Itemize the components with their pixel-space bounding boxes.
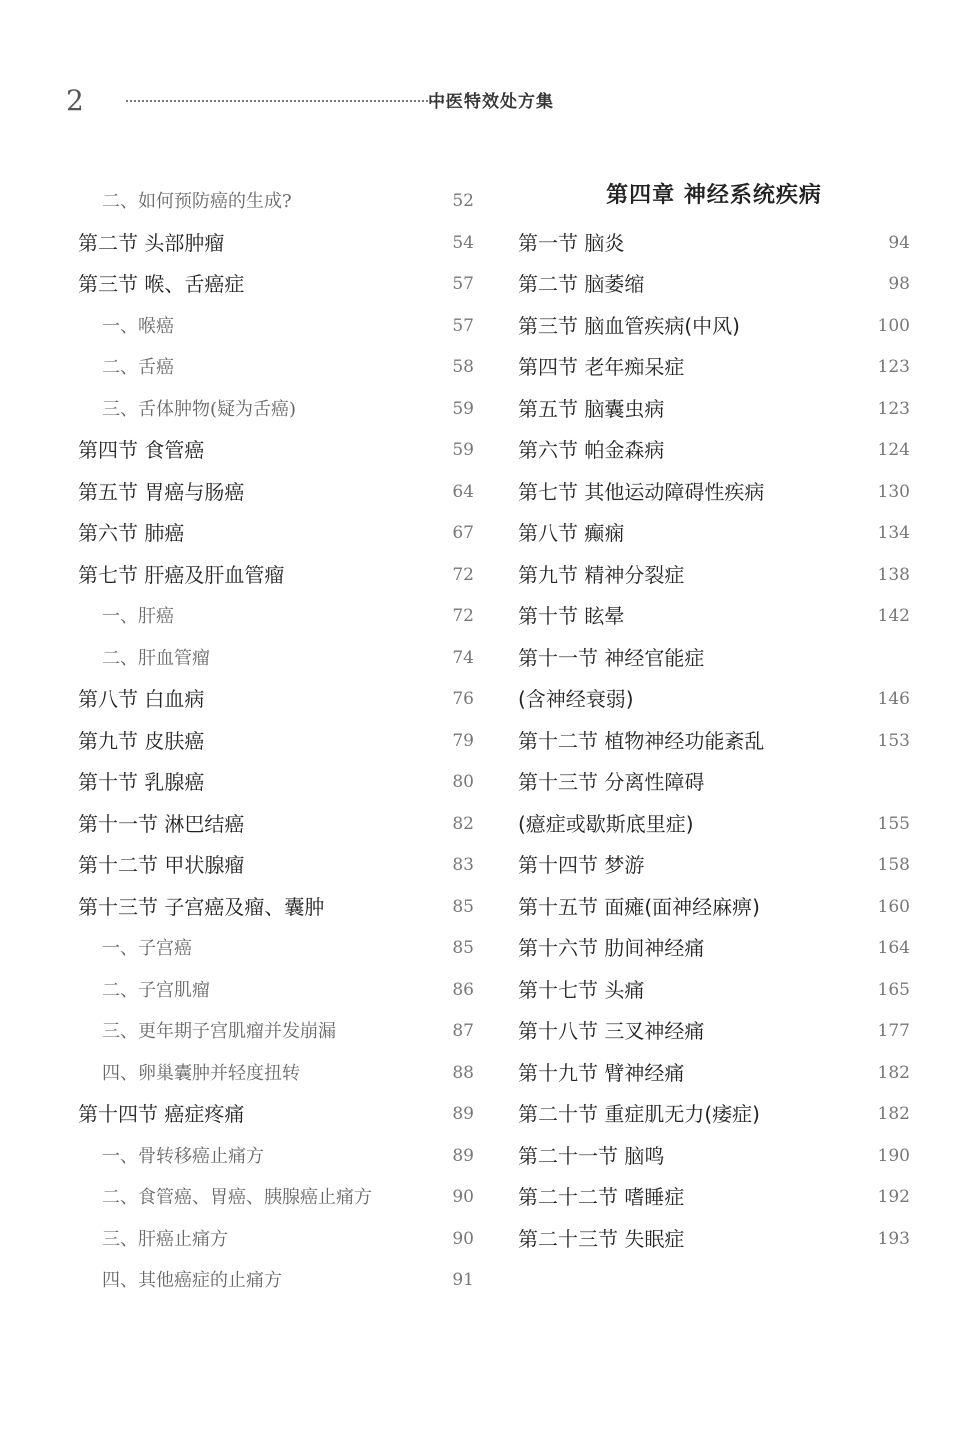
toc-entry-page: 89	[452, 1145, 474, 1166]
toc-entry	[518, 679, 910, 721]
header-dotted-leader	[126, 100, 456, 102]
toc-entry	[518, 306, 910, 348]
toc-entry-title: 第八节 癫痫	[518, 521, 625, 545]
toc-left-column	[78, 181, 474, 1302]
toc-entry-title: 第十一节 淋巴结癌	[78, 811, 245, 836]
toc-subentry	[78, 596, 474, 638]
toc-entry-page: 123	[877, 398, 910, 419]
toc-entry-title: 二、舌癌	[102, 357, 174, 378]
toc-right-column	[518, 181, 910, 1260]
toc-entry-title: 第二十节 重症肌无力(痿症)	[518, 1102, 760, 1126]
toc-entry-title: 一、骨转移癌止痛方	[102, 1145, 264, 1167]
toc-entry	[518, 347, 910, 389]
toc-entry-page: 64	[452, 481, 474, 502]
toc-entry-page: 94	[888, 232, 910, 253]
toc-subentry	[78, 970, 474, 1012]
toc-entry-page: 123	[877, 357, 910, 377]
toc-subentry	[78, 1219, 474, 1261]
toc-entry-page: 54	[452, 232, 474, 253]
toc-entry-page: 192	[877, 1187, 910, 1207]
toc-entry	[518, 389, 910, 431]
toc-entry	[78, 845, 474, 887]
toc-entry	[78, 762, 474, 804]
toc-entry-page: 83	[452, 855, 474, 875]
toc-entry	[518, 1053, 910, 1095]
toc-subentry	[78, 1053, 474, 1095]
toc-entry-page: 85	[452, 896, 474, 917]
toc-entry-title: 二、食管癌、胃癌、胰腺癌止痛方	[102, 1187, 372, 1208]
toc-entry-page: 160	[877, 896, 910, 917]
toc-entry	[78, 679, 474, 721]
toc-entry-page: 72	[452, 606, 474, 626]
toc-entry-page: 130	[877, 481, 910, 502]
toc-entry	[518, 1177, 910, 1219]
toc-entry-title: 第十二节 植物神经功能紊乱	[518, 728, 765, 753]
toc-entry-page: 124	[877, 440, 910, 460]
toc-entry-title: 四、卵巢囊肿并轻度扭转	[102, 1062, 300, 1084]
toc-entry	[518, 804, 910, 846]
toc-entry-page: 177	[877, 1021, 910, 1041]
toc-entry	[518, 596, 910, 638]
toc-entry-page: 146	[877, 689, 910, 709]
toc-entry-title: 三、更年期子宫肌瘤并发崩漏	[102, 1021, 336, 1042]
toc-entry-page: 90	[452, 1187, 474, 1207]
toc-subentry	[78, 638, 474, 680]
toc-entry-title: 第五节 脑囊虫病	[518, 396, 665, 421]
toc-subentry	[78, 1177, 474, 1219]
toc-entry	[518, 970, 910, 1012]
toc-entry-page: 80	[452, 772, 474, 792]
toc-entry-page: 86	[452, 979, 474, 1000]
toc-entry-title: 第二节 脑萎缩	[518, 272, 645, 296]
toc-entry-title: (癔症或歇斯底里症)	[518, 811, 694, 836]
toc-entry	[518, 887, 910, 929]
toc-subentry	[78, 1260, 474, 1302]
toc-entry-title: 第十八节 三叉神经痛	[518, 1019, 705, 1043]
toc-entry-page: 158	[877, 855, 910, 875]
toc-entry-page: 193	[877, 1228, 910, 1249]
toc-entry	[518, 928, 910, 970]
toc-entry-title: 第十七节 头痛	[518, 977, 645, 1002]
toc-entry-page: 182	[877, 1104, 910, 1124]
toc-entry-page: 142	[877, 606, 910, 626]
toc-entry-title: 第十四节 癌症疼痛	[78, 1102, 245, 1126]
running-header	[66, 84, 626, 120]
toc-entry-title: 一、喉癌	[102, 315, 174, 337]
toc-entry	[518, 1094, 910, 1136]
toc-entry-title: 第四节 食管癌	[78, 438, 205, 462]
toc-entry-title: 第三节 喉、舌癌症	[78, 272, 245, 296]
toc-entry-title: 第十四节 梦游	[518, 853, 645, 877]
toc-entry-page: 82	[452, 813, 474, 834]
toc-entry-title: 第二十二节 嗜睡症	[518, 1185, 685, 1209]
toc-entry	[518, 555, 910, 597]
toc-entry	[78, 555, 474, 597]
toc-entry-title: 第六节 帕金森病	[518, 438, 665, 462]
toc-entry-title: 第十三节 子宫癌及瘤、囊肿	[78, 894, 325, 919]
toc-entry-title: 第七节 肝癌及肝血管瘤	[78, 562, 285, 587]
toc-entry-title: 第十节 眩晕	[518, 604, 625, 628]
toc-subentry	[78, 928, 474, 970]
toc-entry-page: 98	[888, 274, 910, 294]
toc-entry	[518, 638, 910, 680]
toc-entry	[78, 513, 474, 555]
page-number: 2	[66, 84, 84, 117]
toc-entry-page: 153	[877, 730, 910, 751]
toc-entry	[518, 223, 910, 265]
toc-entry-title: 第十三节 分离性障碍	[518, 770, 705, 794]
toc-entry-title: 二、如何预防癌的生成?	[102, 191, 292, 212]
toc-entry-title: 第五节 胃癌与肠癌	[78, 479, 245, 504]
toc-entry	[518, 472, 910, 514]
toc-entry	[518, 513, 910, 555]
toc-entry	[78, 223, 474, 265]
toc-entry	[78, 430, 474, 472]
toc-entry-page: 134	[877, 523, 910, 543]
toc-entry-title: 第十节 乳腺癌	[78, 770, 205, 794]
toc-subentry	[78, 181, 474, 223]
toc-entry-page: 76	[452, 689, 474, 709]
toc-entry	[518, 762, 910, 804]
toc-entry	[78, 264, 474, 306]
toc-entry-title: 第二十三节 失眠症	[518, 1226, 685, 1251]
toc-subentry	[78, 347, 474, 389]
toc-entry-title: 二、子宫肌瘤	[102, 979, 210, 1001]
toc-entry-title: 第二节 头部肿瘤	[78, 230, 225, 255]
toc-entry-page: 90	[452, 1228, 474, 1249]
toc-entry-title: 一、子宫癌	[102, 938, 192, 959]
toc-entry-title: 第十六节 肋间神经痛	[518, 936, 705, 960]
toc-subentry	[78, 1011, 474, 1053]
toc-entry-page: 190	[877, 1145, 910, 1166]
toc-entry	[518, 845, 910, 887]
toc-entry-page: 164	[877, 938, 910, 958]
toc-entry-page: 182	[877, 1062, 910, 1083]
toc-subentry	[78, 1136, 474, 1178]
toc-entry-page: 165	[877, 979, 910, 1000]
toc-entry	[78, 1094, 474, 1136]
chapter-heading: 第四章 神经系统疾病	[606, 183, 822, 208]
toc-entry-page: 58	[452, 357, 474, 377]
toc-entry-page: 72	[452, 564, 474, 585]
toc-entry-title: 第八节 白血病	[78, 687, 205, 711]
toc-subentry	[78, 389, 474, 431]
toc-entry-title: 四、其他癌症的止痛方	[102, 1270, 282, 1291]
toc-entry-page: 138	[877, 564, 910, 585]
toc-entry-title: 第一节 脑炎	[518, 230, 625, 255]
toc-entry	[78, 887, 474, 929]
toc-entry-page: 59	[452, 440, 474, 460]
toc-entry-title: 二、肝血管瘤	[102, 647, 210, 669]
book-title: 中医特效处方集	[428, 92, 554, 112]
toc-entry-page: 57	[452, 274, 474, 294]
toc-entry	[518, 430, 910, 472]
toc-entry-page: 52	[452, 191, 474, 211]
toc-entry-page: 91	[452, 1270, 474, 1290]
toc-entry-title: 第七节 其他运动障碍性疾病	[518, 479, 765, 504]
toc-entry-page: 59	[452, 398, 474, 419]
toc-entry	[518, 1219, 910, 1261]
toc-subentry	[78, 306, 474, 348]
toc-entry	[78, 721, 474, 763]
toc-entry-title: 第三节 脑血管疾病(中风)	[518, 313, 740, 338]
toc-entry-page: 100	[877, 315, 910, 336]
toc-entry-page: 155	[877, 813, 910, 834]
toc-entry-title: 第六节 肺癌	[78, 521, 185, 545]
toc-entry-page: 85	[452, 938, 474, 958]
toc-entry-title: (含神经衰弱)	[518, 687, 634, 711]
toc-entry	[518, 721, 910, 763]
toc-entry-title: 三、肝癌止痛方	[102, 1228, 228, 1250]
toc-entry-title: 一、肝癌	[102, 606, 174, 627]
toc-entry-page: 87	[452, 1021, 474, 1041]
toc-entry-title: 第四节 老年痴呆症	[518, 355, 685, 379]
toc-entry-title: 第九节 皮肤癌	[78, 728, 205, 753]
toc-entry-title: 第十九节 臂神经痛	[518, 1060, 685, 1085]
toc-entry-title: 第九节 精神分裂症	[518, 562, 685, 587]
toc-entry-title: 第十一节 神经官能症	[518, 645, 705, 670]
toc-entry-title: 第二十一节 脑鸣	[518, 1143, 665, 1168]
toc-entry	[78, 804, 474, 846]
toc-entry-title: 第十二节 甲状腺瘤	[78, 853, 245, 877]
toc-entry	[78, 472, 474, 514]
toc-entry	[518, 1011, 910, 1053]
toc-entry-title: 第十五节 面瘫(面神经麻痹)	[518, 894, 760, 919]
toc-entry-title: 三、舌体肿物(疑为舌癌)	[102, 398, 297, 420]
toc-entry-page: 79	[452, 730, 474, 751]
toc-entry-page: 67	[452, 523, 474, 543]
toc-entry	[518, 1136, 910, 1178]
toc-entry-page: 88	[452, 1062, 474, 1083]
toc-entry	[518, 264, 910, 306]
toc-entry-page: 74	[452, 647, 474, 668]
toc-entry-page: 57	[452, 315, 474, 336]
toc-entry-page: 89	[452, 1104, 474, 1124]
